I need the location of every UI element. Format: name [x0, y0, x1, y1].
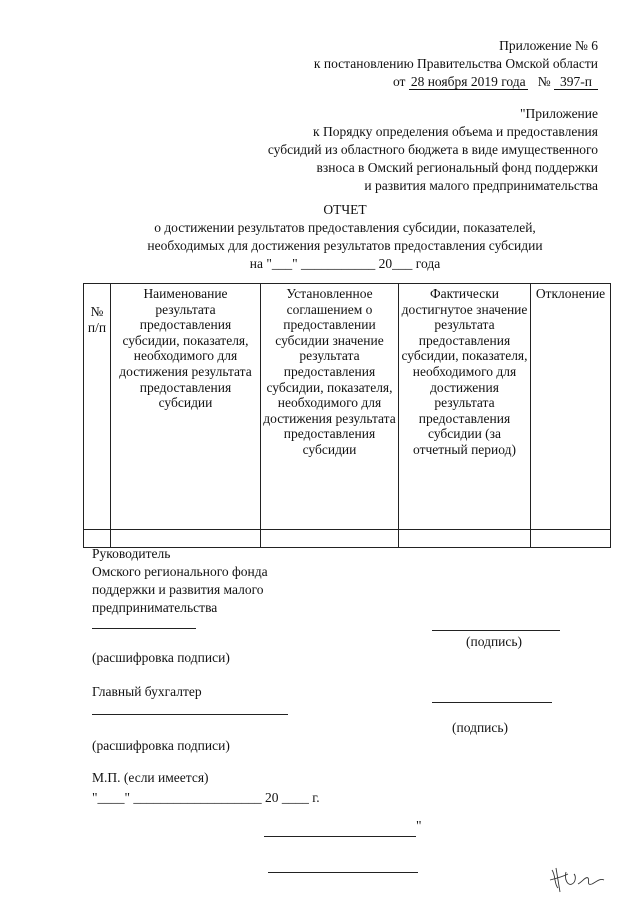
head-line-2: Омского регионального фонда	[92, 564, 268, 579]
table-cell	[111, 530, 261, 548]
head-decode-blank	[92, 628, 196, 629]
date-prefix: от	[392, 74, 406, 89]
head-signature-label: (подпись)	[466, 634, 523, 649]
report-period: на "___" ___________ 20___ года	[249, 256, 441, 271]
head-line-3: поддержки и развития малого	[92, 582, 264, 597]
closing-quote: "	[416, 818, 422, 833]
inner-appendix-line-2: к Порядку определения объема и предоставления	[313, 124, 598, 139]
chief-accountant-label: Главный бухгалтер	[92, 684, 202, 699]
header-number: № п/п	[84, 284, 111, 530]
appendix-decree-line: к постановлению Правительства Омской области	[313, 56, 598, 71]
report-table	[83, 283, 611, 548]
header-deviation: Отклонение	[531, 284, 611, 530]
accountant-signature-label: (подпись)	[452, 720, 509, 735]
accountant-decode-blank	[92, 714, 288, 715]
inner-appendix-line-5: и развития малого предпринимательства	[364, 178, 598, 193]
appendix-date: 28 ноября 2019 года	[410, 74, 526, 89]
bottom-line-1	[264, 836, 416, 837]
header-actual-value: Фактически достигнутое значение результата предоставления субсидии, показателя, необходимого для достижения результата предоставления субсидии (за отчетный период)	[399, 284, 531, 530]
head-decode-label: (расшифровка подписи)	[92, 650, 230, 665]
number-prefix: №	[537, 74, 551, 89]
report-subtitle-2: необходимых для достижения результатов предоставления субсидии	[147, 238, 543, 253]
inner-appendix-line-4: взноса в Омский региональный фонд поддержки	[316, 160, 598, 175]
inner-appendix-line-3: субсидий из областного бюджета в виде имущественного	[267, 142, 598, 157]
appendix-number: 397-п	[554, 74, 598, 90]
date-line: "____" ___________________ 20 ____ г.	[92, 790, 320, 805]
accountant-signature-blank	[432, 702, 552, 703]
table-header-row	[84, 284, 611, 530]
head-line-1: Руководитель	[92, 546, 171, 561]
header-result-name: Наименование результата предоставления субсидии, показателя, необходимого для достижения результата предоставления субсидии	[111, 284, 261, 530]
header-planned-value: Установленное соглашением о предоставлении субсидии значение результата предоставления субсидии, показателя, необходимого для достижения результата предоставления субсидии	[261, 284, 399, 530]
handwritten-initials-mark	[546, 862, 610, 898]
table-cell	[531, 530, 611, 548]
head-signature-blank	[432, 630, 560, 631]
appendix-date-line	[393, 74, 598, 90]
report-subtitle-1: о достижении результатов предоставления субсидии, показателей,	[154, 220, 536, 235]
inner-appendix-line-1: "Приложение	[520, 106, 598, 121]
table-cell	[84, 530, 111, 548]
appendix-title: Приложение № 6	[499, 38, 598, 53]
table-row	[84, 530, 611, 548]
seal-label: М.П. (если имеется)	[92, 770, 209, 785]
head-line-4: предпринимательства	[92, 600, 218, 615]
table-cell	[261, 530, 399, 548]
bottom-line-2	[268, 872, 418, 873]
table-cell	[399, 530, 531, 548]
report-title: ОТЧЕТ	[323, 202, 367, 217]
accountant-decode-label: (расшифровка подписи)	[92, 738, 230, 753]
